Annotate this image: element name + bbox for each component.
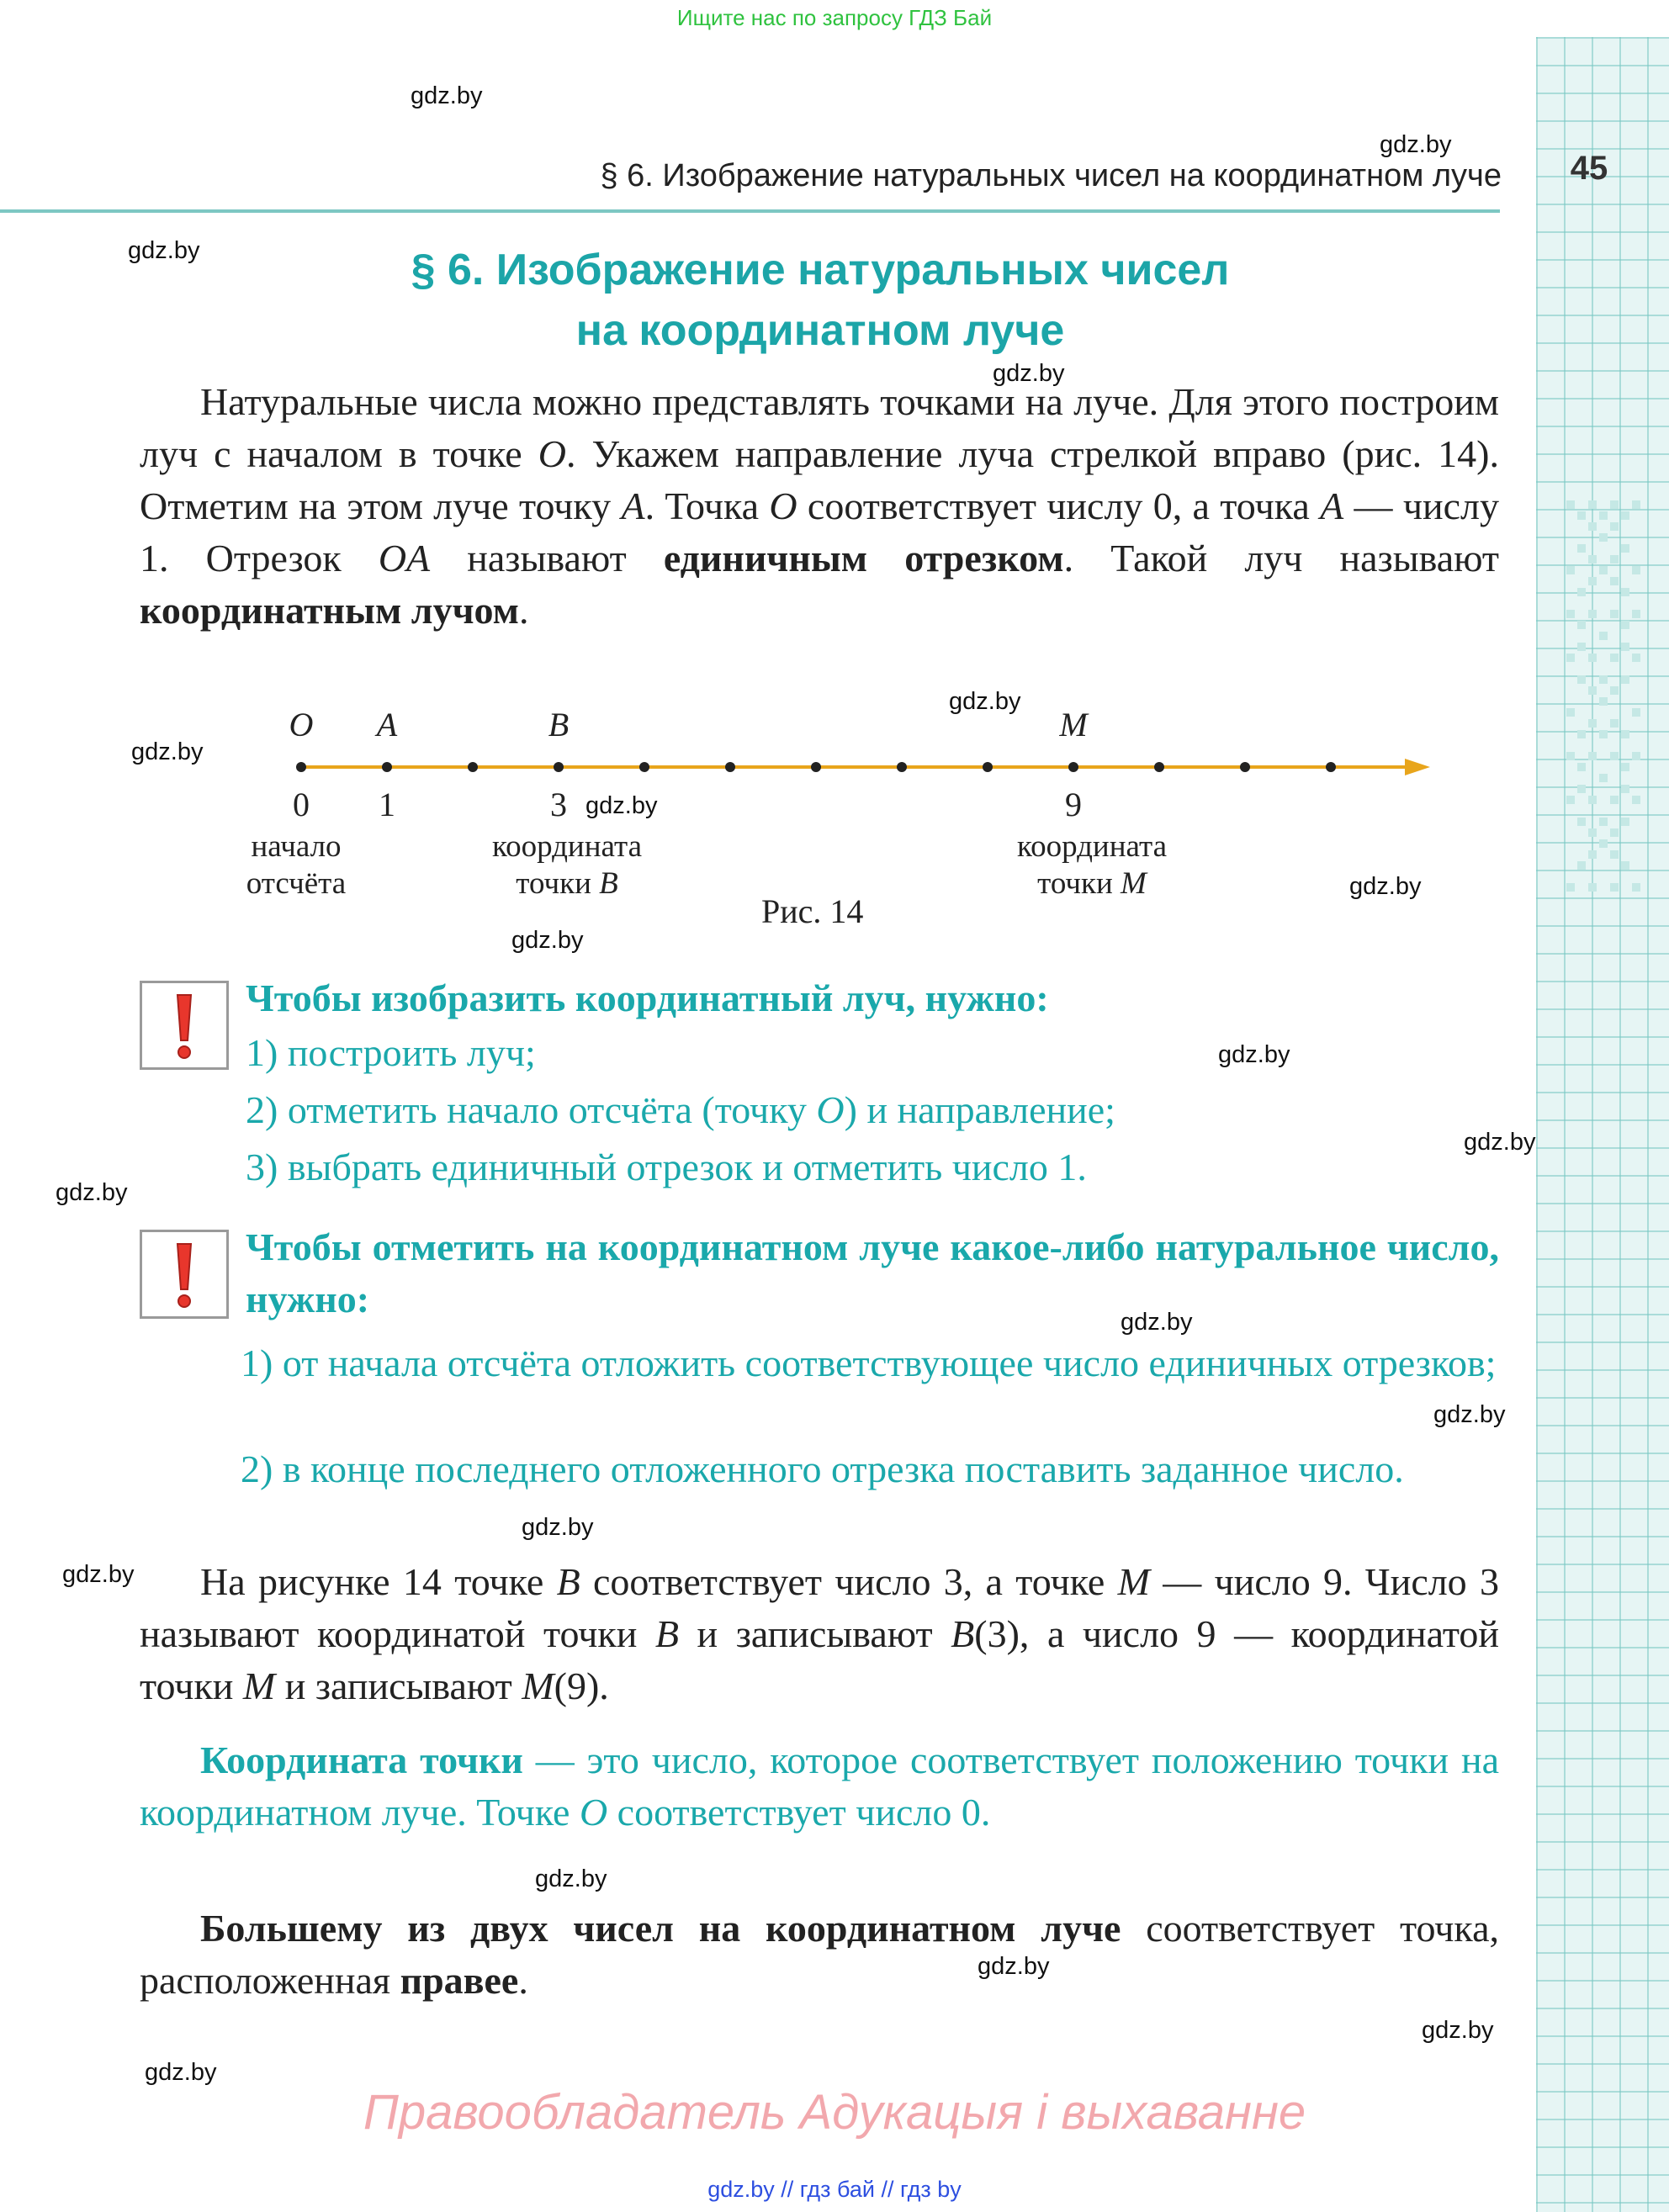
rule1-item-3: 3) выбрать единичный отрезок и отметить число 1.: [246, 1146, 1087, 1188]
watermark: gdz.by: [511, 927, 584, 954]
bigger-text: соответствует точка, расположенная: [140, 1907, 1499, 2002]
intro-text: — числу 1. Отрезок: [140, 484, 1500, 579]
exclamation-glyph: [142, 983, 226, 1067]
rule1-item-2-text: ) и направление;: [844, 1088, 1115, 1131]
definition-text: — это число, которое соответствует положению точки на координатном луче. Точке: [140, 1738, 1499, 1834]
watermark: gdz.by: [1422, 2017, 1494, 2044]
point-label-m: M: [1059, 706, 1088, 744]
segment-name: OA: [378, 537, 431, 579]
point-letter: M: [1117, 1560, 1150, 1603]
intro-text: соответствует числу 0, а точка: [797, 484, 1321, 527]
ray-arrow: [1405, 759, 1430, 775]
point-letter: B: [654, 1612, 680, 1655]
intro-text: Натуральные числа можно представлять точками на луче. Для этого построим луч с началом в точке: [140, 380, 1499, 475]
exclamation-icon: [140, 1230, 229, 1319]
bigger-bold-word: правее: [400, 1959, 519, 2002]
rule2-heading: Чтобы отметить на координатном луче какое-либо натуральное число, нужно:: [246, 1225, 1499, 1320]
rule2-item-1: 1) от начала отсчёта отложить соответствующее число единичных отрезков;: [241, 1341, 1497, 1384]
point-letter: O: [579, 1791, 608, 1834]
tick-point-6: [811, 762, 821, 772]
point-letter: A: [1320, 484, 1344, 527]
tick-point-11: [1240, 762, 1250, 772]
tick-point-5: [725, 762, 735, 772]
copyright-notice: Правообладатель Адукацыя і выхаванне: [363, 2085, 1306, 2140]
example-text: — число 9. Число 3 называют координатой точки: [140, 1560, 1499, 1655]
footer-links[interactable]: gdz.by // гдз бай // гдз by: [707, 2177, 962, 2202]
tick-point-7: [897, 762, 907, 772]
watermark: gdz.by: [585, 792, 658, 819]
intro-text: . Такой луч называют: [1063, 537, 1499, 579]
coord-label-3: 3: [550, 786, 567, 823]
tick-point-0: [296, 762, 306, 772]
example-text: На рисунке 14 точке: [200, 1560, 557, 1603]
tick-point-12: [1326, 762, 1336, 772]
point-label-o: O: [289, 706, 314, 744]
coord-label-0: 0: [293, 786, 310, 823]
m-label-letter: M: [1121, 866, 1147, 901]
intro-paragraph: [140, 376, 1499, 637]
rule2-item-2: 2) в конце последнего отложенного отрезка поставить заданное число.: [241, 1447, 1404, 1490]
watermark: gdz.by: [145, 2059, 217, 2086]
tick-point-2: [468, 762, 478, 772]
header-rule: [0, 209, 1500, 213]
point-letter: M: [242, 1664, 276, 1707]
watermark: gdz.by: [1433, 1401, 1506, 1428]
watermark: gdz.by: [62, 1561, 135, 1588]
definition-paragraph: [140, 1734, 1499, 1839]
figure-caption: Рис. 14: [761, 892, 864, 930]
watermark: gdz.by: [1121, 1309, 1193, 1336]
tick-point-8: [983, 762, 993, 772]
watermark: gdz.by: [1349, 873, 1422, 900]
section-title: [135, 240, 1506, 361]
bigger-bold-text: Большему из двух чисел на координатном луче: [200, 1907, 1121, 1950]
top-banner: Ищите нас по запросу ГДЗ Бай: [676, 5, 993, 30]
b-label-line1: координата: [491, 829, 643, 864]
watermark: gdz.by: [993, 360, 1065, 387]
exclamation-icon: [140, 981, 229, 1070]
watermark: gdz.by: [978, 1953, 1050, 1980]
bigger-number-paragraph: [140, 1902, 1499, 2007]
watermark: gdz.by: [128, 237, 200, 264]
point-letter: O: [769, 484, 797, 527]
coord-label-9: 9: [1065, 786, 1082, 823]
tick-point-9: [1068, 762, 1078, 772]
tick-point-1: [382, 762, 392, 772]
watermark: gdz.by: [131, 738, 204, 765]
intro-text: .: [519, 589, 529, 632]
bigger-text: .: [518, 1959, 528, 2002]
exclamation-glyph: [142, 1232, 226, 1316]
watermark: gdz.by: [1464, 1129, 1536, 1156]
example-text: и записывают: [679, 1612, 951, 1655]
rule1-heading: Чтобы изобразить координатный луч, нужно:: [246, 976, 1049, 1019]
origin-label-line1: начало: [251, 829, 342, 864]
point-label-b: B: [548, 706, 570, 744]
example-text: (9).: [554, 1664, 609, 1707]
term-unit-segment: единичным отрезком: [663, 537, 1064, 579]
intro-text: . Укажем направление луча стрелкой вправо (рис. 14). Отметим на этом луче точку: [140, 432, 1499, 527]
point-letter: A: [621, 484, 645, 527]
term-point-coordinate: Координата точки: [200, 1738, 523, 1781]
rule1-item-1: 1) построить луч;: [246, 1031, 536, 1074]
title-line-2: на координатном луче: [575, 306, 1065, 355]
watermark: gdz.by: [1380, 131, 1452, 158]
m-label-line1: координата: [1016, 829, 1168, 864]
origin-label-line2: отсчёта: [246, 866, 347, 901]
point-letter: O: [816, 1088, 845, 1131]
b-label-line2: [516, 866, 617, 901]
m-label-text: точки: [1037, 866, 1121, 901]
point-letter: B: [951, 1612, 975, 1655]
rule1-item-2-text: 2) отметить начало отсчёта (точку: [246, 1088, 817, 1131]
b-label-letter: B: [599, 866, 618, 901]
term-coordinate-ray: координатным лучом: [140, 589, 520, 632]
page-number: 45: [1570, 150, 1608, 187]
tick-point-10: [1154, 762, 1164, 772]
ray-group: [296, 759, 1430, 775]
watermark: gdz.by: [522, 1514, 594, 1541]
watermark: gdz.by: [949, 688, 1021, 715]
point-letter: M: [522, 1664, 554, 1707]
title-line-1: § 6. Изображение натуральных чисел: [411, 246, 1230, 294]
point-label-a: A: [376, 706, 398, 744]
running-head: § 6. Изображение натуральных чисел на координатном луче: [600, 158, 1502, 193]
rule1-item-2: [246, 1082, 1115, 1139]
tick-point-3: [554, 762, 564, 772]
watermark: gdz.by: [1218, 1041, 1290, 1068]
m-label-line2: [1037, 866, 1148, 901]
example-text: и записывают: [275, 1664, 522, 1707]
example-text: (3), а число 9 — координатой точки: [140, 1612, 1500, 1707]
intro-text: называют: [430, 537, 664, 579]
watermark: gdz.by: [56, 1179, 128, 1206]
coord-label-1: 1: [379, 786, 395, 823]
point-letter: O: [538, 432, 566, 475]
example-paragraph: [140, 1556, 1499, 1712]
point-letter: B: [556, 1560, 580, 1603]
tick-point-4: [639, 762, 649, 772]
b-label-text: точки: [516, 866, 600, 901]
watermark: gdz.by: [535, 1865, 607, 1892]
watermark: gdz.by: [411, 82, 483, 109]
definition-text: соответствует число 0.: [607, 1791, 991, 1834]
intro-text: . Точка: [644, 484, 770, 527]
ornament-decoration: [1566, 500, 1640, 896]
margin-grid-strip: [1536, 37, 1669, 2212]
example-text: соответствует число 3, а точке: [580, 1560, 1118, 1603]
